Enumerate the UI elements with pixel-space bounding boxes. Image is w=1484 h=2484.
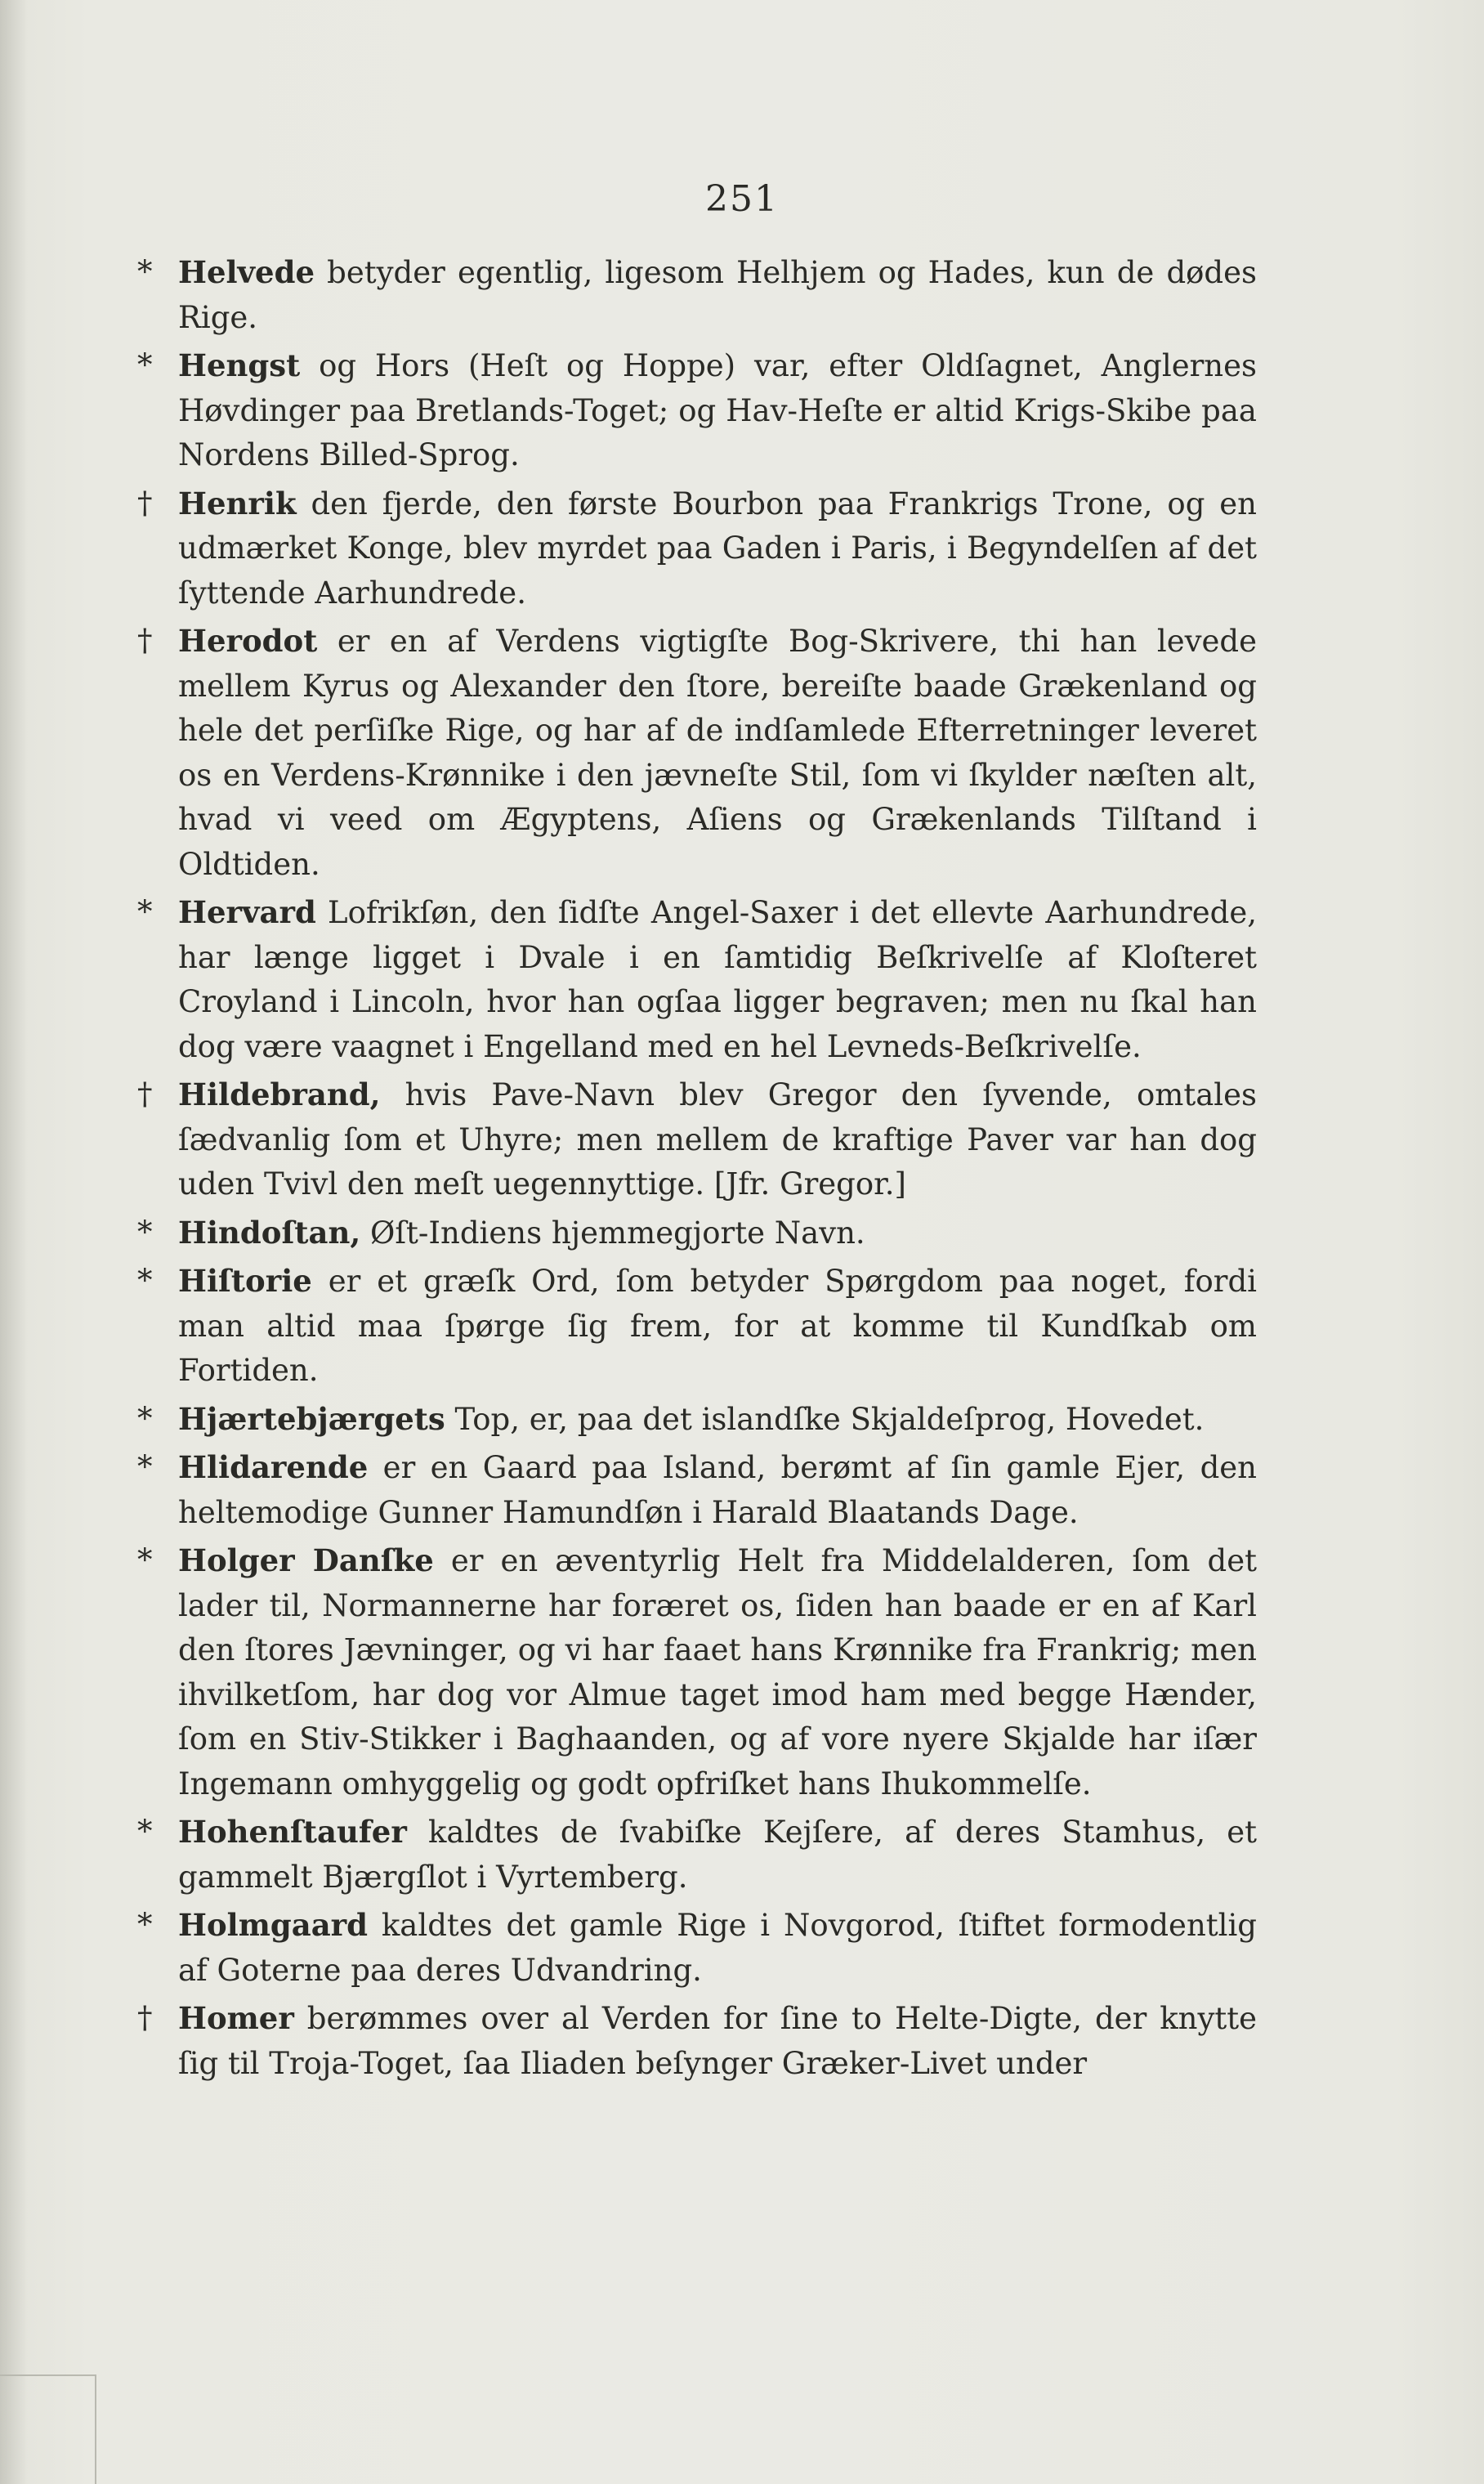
entry-mark: * (137, 254, 153, 289)
entry-headword: Holmgaard (178, 1907, 369, 1943)
entry-mark: * (137, 894, 153, 929)
entry-text: er en af Verdens vigtigſte Bog-Skrivere, thi han levede mellem Kyrus og Alexander den ſtore, bereiſte baade Grækenland og hele det perſiſke Rige, og har af de indſamlede Efterretninger leveret os en Verdens-Krønnike i den jævneſte Stil, ſom vi ſkylder næſten alt, hvad vi veed om Ægyptens, Aſiens og Grækenlands Tilſtand i Oldtiden. (178, 624, 1257, 882)
entry-text: kaldtes det gamle Rige i Novgorod, ſtiftet formodentlig af Goterne paa deres Udvandring. (178, 1908, 1257, 1988)
glossary-entry (137, 890, 1257, 1069)
entry-mark: * (137, 1814, 153, 1849)
entry-headword: Henrik (178, 485, 297, 521)
page-number: 251 (705, 178, 779, 220)
glossary-entry (137, 250, 1257, 340)
binding-shadow (0, 0, 28, 2484)
entry-mark: * (137, 1263, 153, 1298)
glossary-entry (137, 1259, 1257, 1394)
entry-text: er en Gaard paa Island, berømt af ſin gamle Ejer, den heltemodige Gunner Hamundſøn i Harald Blaatands Dage. (178, 1450, 1257, 1530)
entry-headword: Homer (178, 2000, 294, 2036)
entry-headword: Hlidarende (178, 1449, 369, 1485)
entry-headword: Herodot (178, 623, 318, 659)
glossary-entry (137, 619, 1257, 887)
entry-text: Lofrikſøn, den ſidſte Angel-Saxer i det ellevte Aarhundrede, har længe ligget i Dvale i en ſamtidig Beſkrivelſe af Kloſteret Croyland i Lincoln, hvor han ogſaa ligger begraven; men nu ſkal han dog være vaagnet i Engelland med en hel Levneds-Beſkrivelſe. (178, 895, 1257, 1064)
entry-mark: * (137, 1214, 153, 1250)
entry-headword: Helvede (178, 254, 315, 290)
glossary-entry (137, 1810, 1257, 1900)
glossary-entry (137, 1445, 1257, 1535)
entry-mark: † (137, 623, 153, 658)
entry-headword: Hildebrand, (178, 1076, 381, 1112)
entry-mark: * (137, 1907, 153, 1942)
glossary-entry (137, 1538, 1257, 1806)
entry-text: Top, er, paa det islandſke Skjaldeſprog, Hovedet. (445, 1401, 1205, 1437)
entry-text: betyder egentlig, ligesom Helhjem og Hades, kun de dødes Rige. (178, 255, 1257, 335)
entry-text: Øſt-Indiens hjemmegjorte Navn. (360, 1215, 865, 1251)
entry-headword: Hjærtebjærgets (178, 1400, 445, 1437)
entry-mark: † (137, 2000, 153, 2035)
entry-headword: Hindoſtan, (178, 1214, 361, 1251)
entry-mark: * (137, 347, 153, 383)
entry-mark: * (137, 1449, 153, 1484)
glossary-entry (137, 481, 1257, 616)
entry-headword: Hohenſtaufer (178, 1814, 407, 1850)
glossary-text (137, 250, 1257, 2089)
entry-headword: Hengst (178, 347, 301, 383)
entry-text: og Hors (Heſt og Hoppe) var, efter Oldſagnet, Anglernes Høvdinger paa Bretlands-Toget; og Hav-Heſte er altid Krigs-Skibe paa Nordens Billed-Sprog. (178, 348, 1257, 472)
entry-text: er en æventyrlig Helt fra Middelalderen, ſom det lader til, Normannerne har foræret os, ſiden han baade er en af Karl den ſtores Jævninger, og vi har faaet hans Krønnike fra Frankrig; men ihvilketſom, har dog vor Almue taget imod ham med begge Hænder, ſom en Stiv-Stikker i Baghaanden, og af vore nyere Skjalde har iſær Ingemann omhyggelig og godt opfriſket hans Ihukommelſe. (178, 1543, 1257, 1801)
entry-headword: Hiſtorie (178, 1263, 312, 1299)
glossary-entry (137, 343, 1257, 478)
entry-text: hvis Pave-Navn blev Gregor den ſyvende, omtales ſædvanlig ſom et Uhyre; men mellem de kraftige Paver var han dog uden Tvivl den meſt uegennyttige. [Jfr. Gregor.] (178, 1077, 1257, 1202)
entry-headword: Hervard (178, 894, 316, 930)
entry-mark: † (137, 1076, 153, 1112)
glossary-entry (137, 1072, 1257, 1207)
entry-text: kaldtes de ſvabiſke Kejſere, af deres Stamhus, et gammelt Bjærgſlot i Vyrtemberg. (178, 1815, 1257, 1895)
glossary-entry (137, 1397, 1257, 1443)
entry-text: er et græſk Ord, ſom betyder Spørgdom paa noget, fordi man altid maa ſpørge ſig frem, for at komme til Kundſkab om Fortiden. (178, 1264, 1257, 1388)
glossary-entry (137, 1211, 1257, 1256)
entry-text: den fjerde, den første Bourbon paa Frankrigs Trone, og en udmærket Konge, blev myrdet paa Gaden i Paris, i Begyndelſen af det ſyttende Aarhundrede. (178, 486, 1257, 611)
entry-text: berømmes over al Verden for ſine to Helte-Digte, der knytte ſig til Troja-Toget, ſaa Iliaden beſynger Græker-Livet under (178, 2001, 1257, 2081)
entry-mark: * (137, 1400, 153, 1436)
glossary-entry (137, 1903, 1257, 1993)
entry-mark: * (137, 1542, 153, 1578)
page-corner-mark (0, 2374, 96, 2484)
glossary-entry (137, 1996, 1257, 2086)
entry-mark: † (137, 485, 153, 521)
entry-headword: Holger Danſke (178, 1542, 434, 1578)
